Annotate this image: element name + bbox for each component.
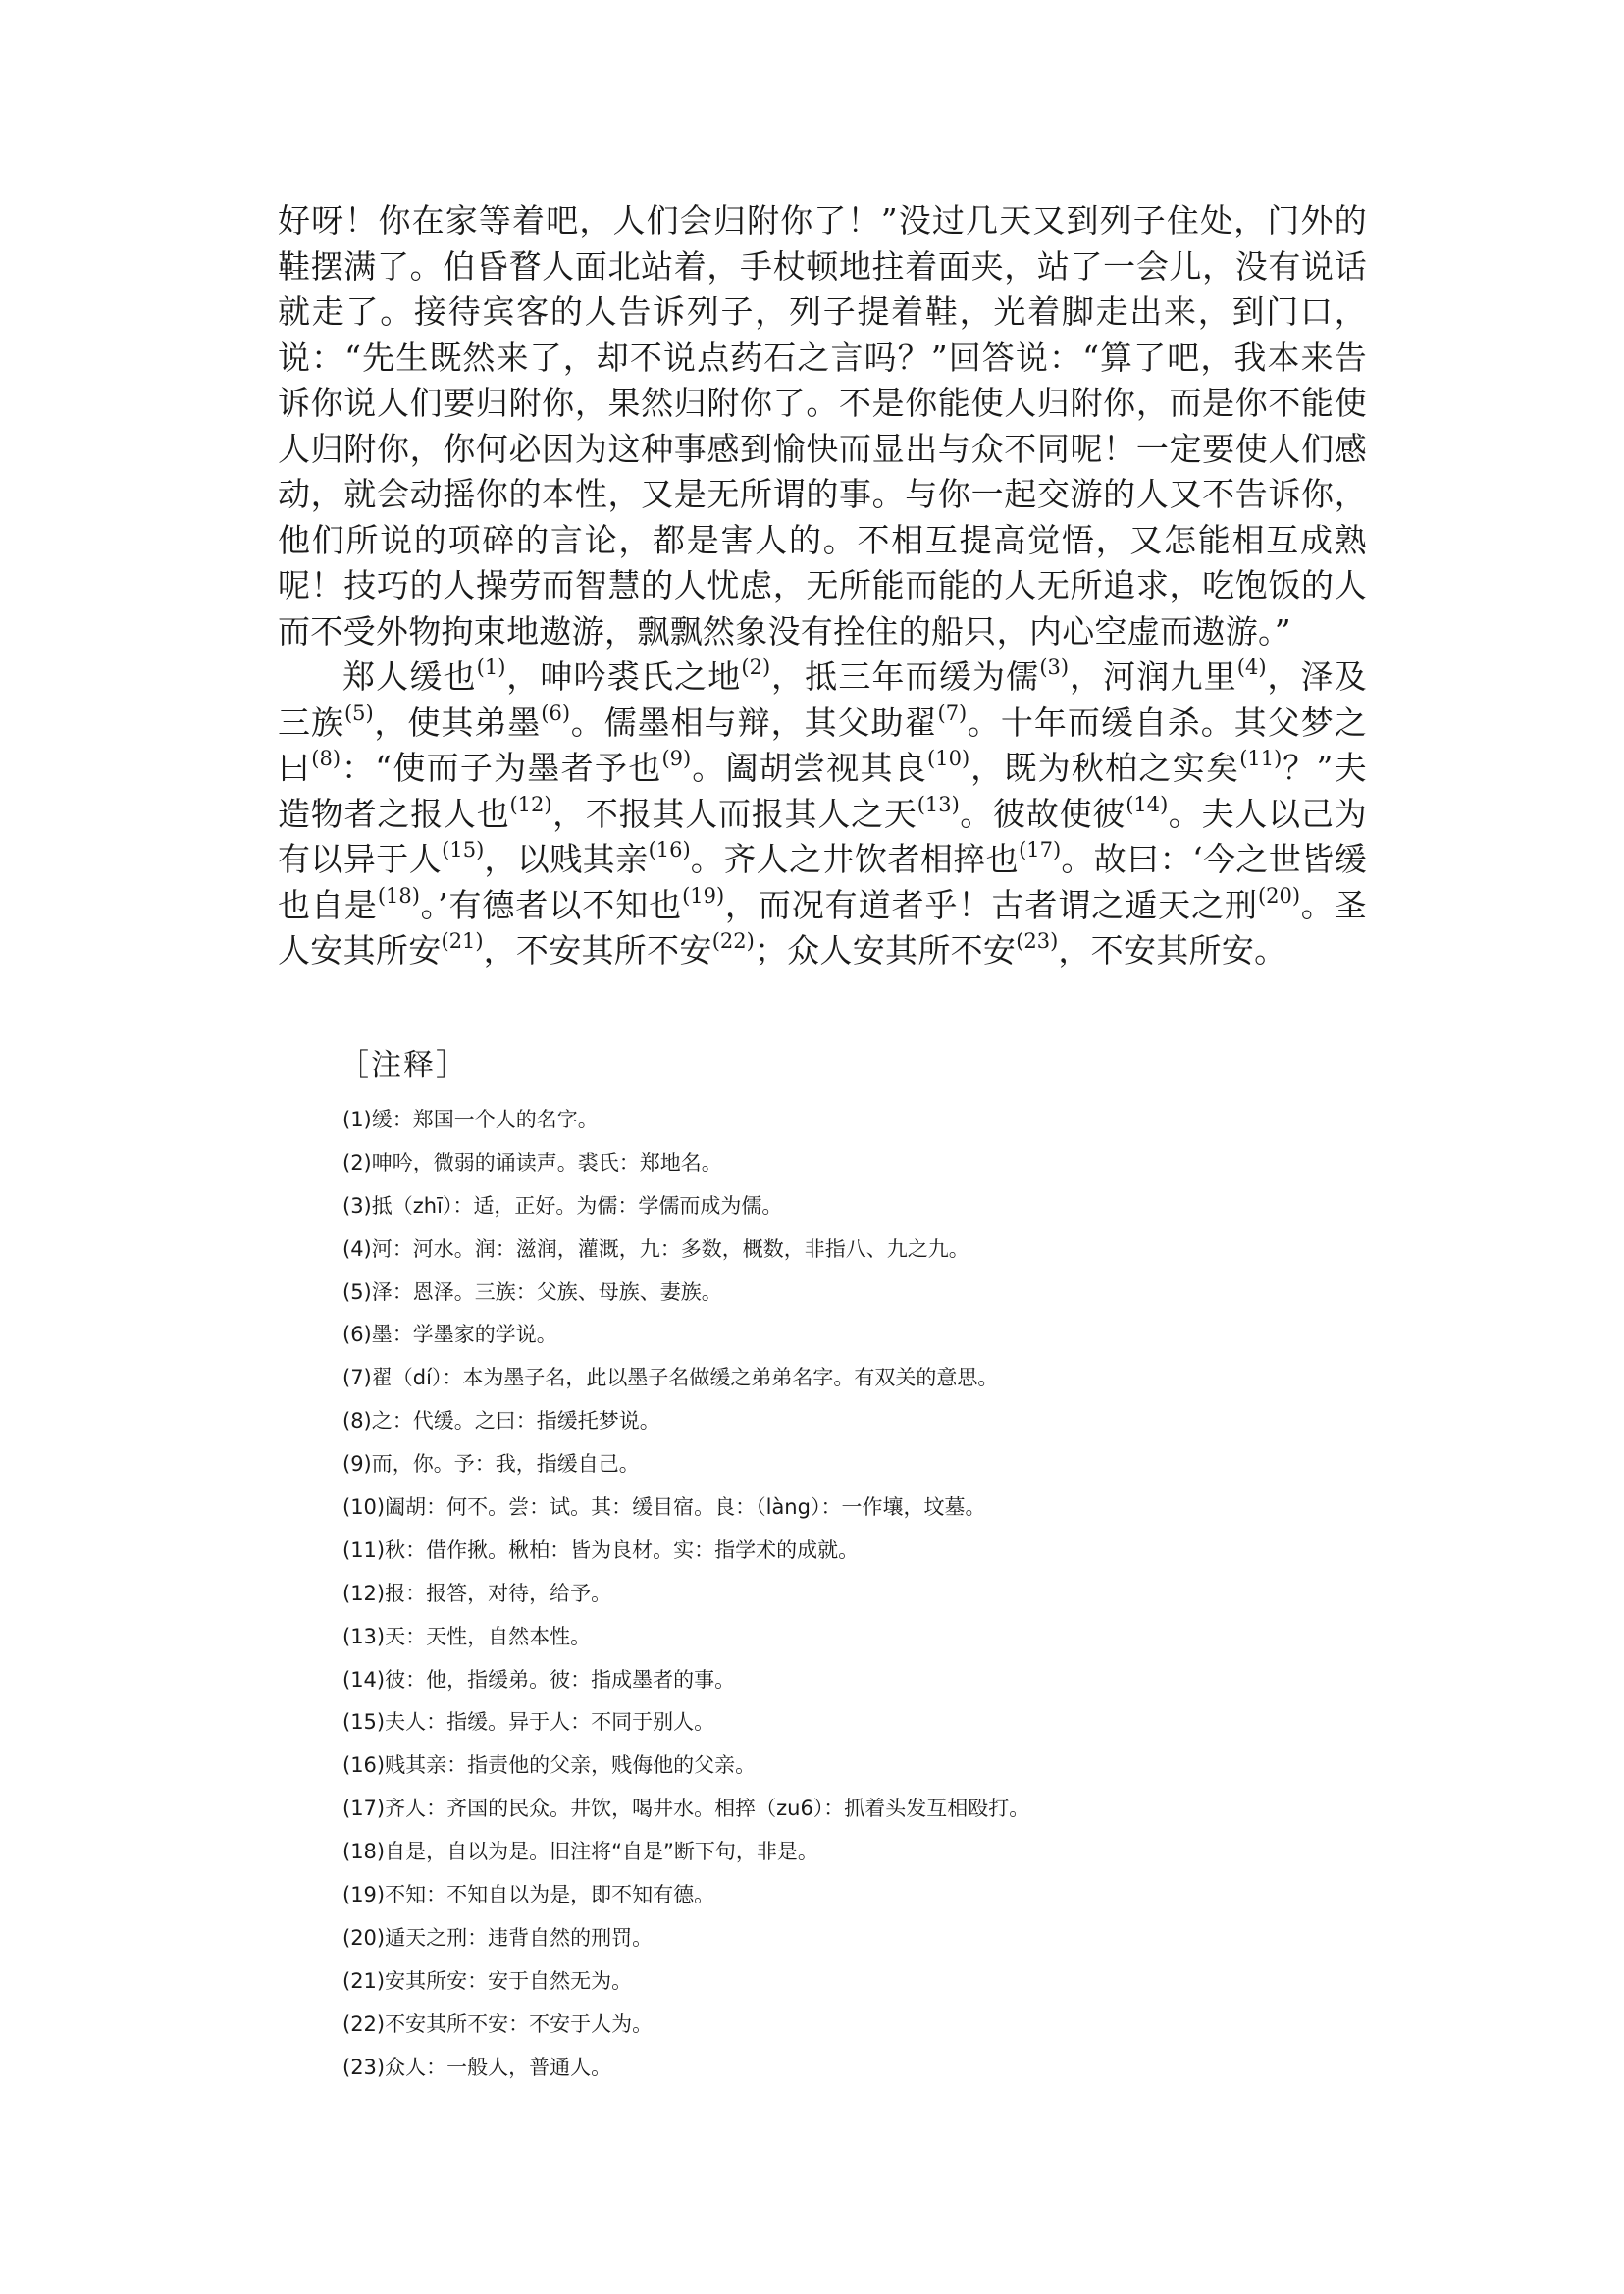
note-item: (15)夫人：指缓。异于人：不同于别人。 — [342, 1710, 715, 1735]
footnote-marker: (4) — [1236, 655, 1267, 679]
footnote-marker: (10) — [927, 747, 970, 770]
text-run: ，而况有道者乎！古者谓之遁天之刑 — [724, 885, 1258, 924]
notes-list — [342, 1105, 1324, 2095]
note-item: (10)阖胡：何不。尝：试。其：缓目宿。良：（làng）：一作壤，坟墓。 — [342, 1495, 986, 1520]
text-run: 。彼故使彼 — [959, 794, 1126, 833]
text-run: 。齐人之井饮者相捽也 — [690, 840, 1020, 878]
note-item: (16)贱其亲：指责他的父亲，贱侮他的父亲。 — [342, 1753, 757, 1778]
text-run: 。儒墨相与辩，其父助翟 — [570, 703, 938, 742]
footnote-marker: (15) — [442, 838, 485, 861]
text-run: 。阖胡尝视其良 — [691, 749, 928, 787]
note-item: (21)安其所安：安于自然无为。 — [342, 1968, 633, 1993]
text-run: 郑人缓也 — [342, 657, 477, 696]
note-item: (19)不知：不知自以为是，即不知有德。 — [342, 1883, 715, 1907]
footnote-marker: (2) — [741, 655, 771, 679]
footnote-marker: (8) — [311, 747, 341, 770]
note-item: (23)众人：一般人，普通人。 — [342, 2055, 612, 2079]
text-run: ，不报其人而报其人之天 — [551, 794, 917, 833]
text-run: ，抵三年而缓为儒 — [770, 657, 1040, 696]
text-run: 。十年而缓自杀。其父梦之曰 — [278, 703, 1367, 787]
note-item: (17)齐人：齐国的民众。井饮，喝井水。相捽（zu6）：抓着头发互相殴打。 — [342, 1797, 1030, 1821]
footnote-marker: (17) — [1019, 838, 1062, 861]
main-text — [278, 198, 1367, 974]
note-item: (13)天：天性，自然本性。 — [342, 1624, 592, 1648]
footnote-marker: (21) — [441, 929, 484, 953]
text-run: ，既为秋柏之实矣 — [969, 749, 1240, 787]
footnote-marker: (23) — [1016, 929, 1059, 953]
note-item: (7)翟（dí）：本为墨子名，此以墨子名做缓之弟弟名字。有双关的意思。 — [342, 1366, 999, 1390]
paragraph — [278, 198, 1367, 654]
note-item: (5)泽：恩泽。三族：父族、母族、妻族。 — [342, 1279, 722, 1304]
text-run: 。’有德者以不知也 — [419, 885, 683, 924]
footnote-marker: (18) — [377, 883, 420, 908]
footnote-marker: (14) — [1126, 792, 1169, 816]
note-item: (22)不安其所不安：不安于人为。 — [342, 2011, 654, 2036]
footnote-marker: (12) — [509, 792, 552, 816]
note-item: (18)自是，自以为是。旧注将“自是”断下句，非是。 — [342, 1840, 818, 1864]
text-run: 。夫人以己为有以异于人 — [278, 794, 1368, 878]
text-run: ，河润九里 — [1069, 657, 1237, 696]
note-item: (9)而，你。予：我，指缓自己。 — [342, 1452, 640, 1477]
footnote-marker: (6) — [541, 701, 571, 725]
footnote-marker: (16) — [648, 838, 691, 861]
note-item: (3)抵（zhī）：适，正好。为儒：学儒而成为儒。 — [342, 1193, 783, 1218]
note-item: (1)缓：郑国一个人的名字。 — [342, 1108, 599, 1131]
text-run: 好呀！你在家等着吧，人们会归附你了！”没过几天又到列子住处，门外的鞋摆满了。伯昏瞀人面北站着，手杖顿地拄着面夹，站了一会儿，没有说话就走了。接待宾客的人告诉列子，列子提着鞋，光着脚走出来，到门口，说：“先生既然来了，却不说点药石之言吗？”回答说：“算了吧，我本来告诉你说人们要归附你，果然归附你了。不是你能使人归附你，而是你不能使人归附你，你何必因为这种事感到愉快而显出与众不同呢！一定要使人们感动，就会动摇你的本性，又是无所谓的事。与你一起交游的人又不告诉你，他们所说的项碎的言论，都是害人的。不相互提高觉悟，又怎能相互成熟呢！技巧的人操劳而智慧的人忧虑，无所能而能的人无所追求，吃饱饭的人而不受外物拘束地遨游，飘飘然象没有拴住的船只，内心空虚而遨游。” — [278, 201, 1367, 651]
text-run: ，泽及三族 — [278, 657, 1368, 742]
text-run: ；众人安其所不安 — [754, 931, 1017, 969]
footnote-marker: (1) — [476, 655, 506, 679]
footnote-marker: (5) — [343, 701, 374, 725]
footnote-marker: (7) — [937, 701, 968, 725]
note-item: (4)河：河水。润：滋润，灌溉，九：多数，概数，非指八、九之九。 — [342, 1236, 969, 1261]
text-run: ，呻吟裘氏之地 — [505, 657, 742, 696]
note-item: (2)呻吟，微弱的诵读声。裘氏：郑地名。 — [342, 1150, 722, 1174]
text-run: ，不安其所安。 — [1058, 931, 1287, 969]
note-item: (20)遁天之刑：违背自然的刑罚。 — [342, 1925, 654, 1950]
footnote-marker: (19) — [682, 883, 725, 908]
text-run: ？”夫造物者之报人也 — [278, 749, 1367, 833]
footnote-marker: (13) — [917, 792, 960, 816]
text-run: ，使其弟墨 — [373, 703, 542, 742]
notes-title: ［注释］ — [339, 1048, 468, 1083]
note-item: (11)秋：借作揪。楸柏：皆为良材。实：指学术的成就。 — [342, 1538, 860, 1562]
note-item: (6)墨：学墨家的学说。 — [342, 1323, 557, 1347]
footnote-marker: (9) — [661, 747, 692, 770]
footnote-marker: (20) — [1257, 883, 1301, 908]
text-run: 。故曰：‘今之世皆缓也自是 — [278, 840, 1368, 924]
note-item: (12)报：报答，对待，给予。 — [342, 1581, 612, 1605]
footnote-marker: (11) — [1239, 747, 1283, 770]
footnote-marker: (22) — [711, 929, 755, 953]
footnote-marker: (3) — [1039, 655, 1070, 679]
text-run: 。圣人安其所安 — [278, 885, 1367, 969]
note-item: (8)之：代缓。之曰：指缓托梦说。 — [342, 1409, 660, 1434]
text-run: ，不安其所不安 — [483, 931, 712, 969]
text-run: ，以贱其亲 — [484, 840, 649, 878]
note-item: (14)彼：他，指缓弟。彼：指成墨者的事。 — [342, 1667, 736, 1692]
paragraph — [278, 654, 1367, 974]
text-run: ：“使而子为墨者予也 — [341, 749, 662, 787]
